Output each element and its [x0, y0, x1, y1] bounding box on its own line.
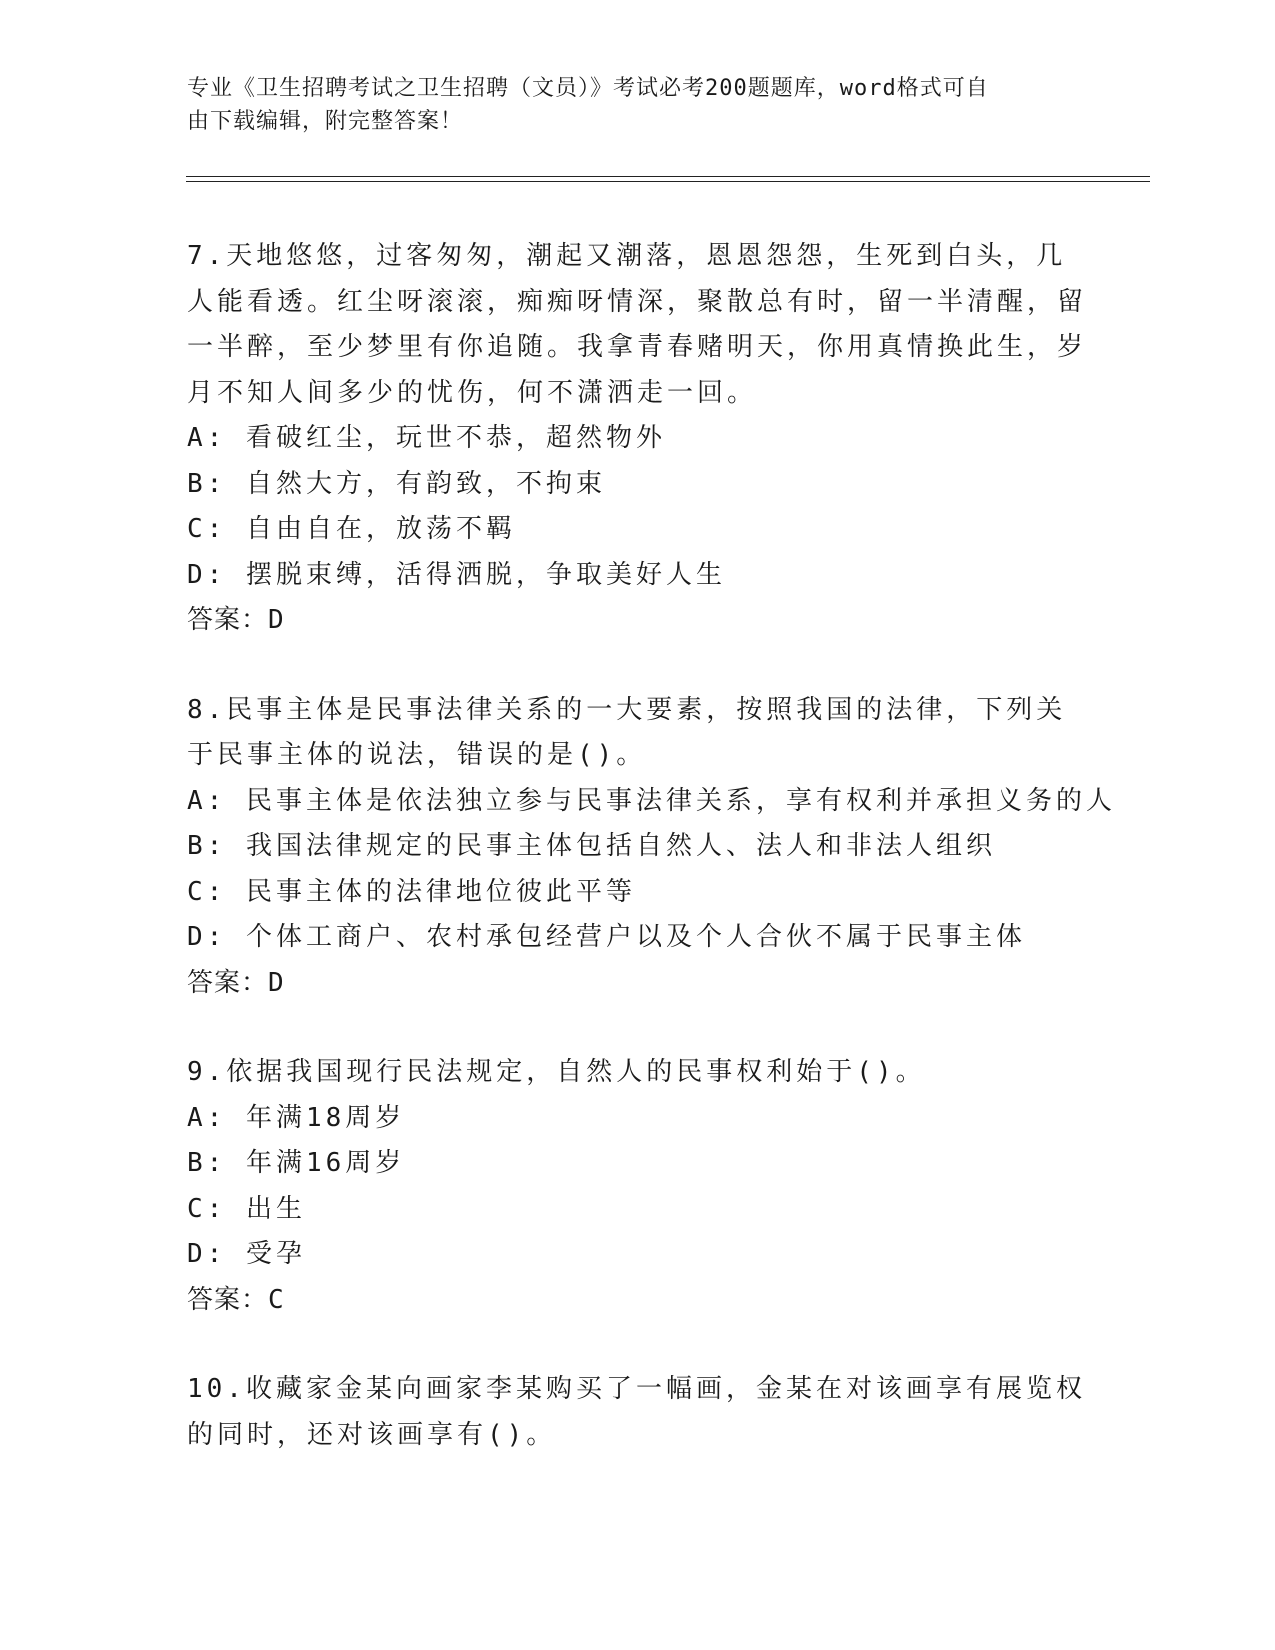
question-stem: 9.依据我国现行民法规定，自然人的民事权利始于()。 [187, 1057, 926, 1087]
question-stem: 7.天地悠悠，过客匆匆，潮起又潮落，恩恩怨怨，生死到白头，几人能看透。红尘呀滚滚，痴痴呀情深，聚散总有时，留一半清醒，留一半醉，至少梦里有你追随。我拿青春赌明天，你用真情换此生，岁月不知人间多少的忧伤，何不潇洒走一回。 [187, 241, 1088, 408]
header-line-1: 专业《卫生招聘考试之卫生招聘（文员）》考试必考200题题库，word格式可自 [187, 76, 989, 101]
answer-line [187, 598, 1087, 644]
question-stem: 8.民事主体是民事法律关系的一大要素，按照我国的法律，下列关于民事主体的说法，错误的是()。 [187, 694, 1067, 770]
option-text: 自然大方，有韵致，不拘束 [245, 468, 606, 499]
option-letter: D: [187, 922, 227, 952]
option-letter: B: [187, 831, 227, 861]
option-letter: A: [187, 1102, 227, 1133]
option-letter: C: [187, 1193, 227, 1224]
option-text: 我国法律规定的民事主体包括自然人、法人和非法人组织 [245, 831, 996, 861]
question-9 [187, 1050, 1087, 1323]
option-d [187, 915, 1087, 961]
option-text: 个体工商户、农村承包经营户以及个人合伙不属于民事主体 [245, 922, 1026, 952]
document-header [187, 72, 1067, 138]
answer-value: C [268, 1284, 288, 1315]
option-c [187, 507, 1087, 553]
option-letter: D: [187, 559, 227, 590]
option-text: 年满18周岁 [245, 1102, 406, 1133]
option-text: 民事主体的法律地位彼此平等 [245, 876, 636, 907]
answer-value: D [268, 967, 288, 998]
answer-line [187, 1278, 1087, 1324]
option-b [187, 462, 1087, 508]
answer-line [187, 961, 1087, 1007]
answer-label: 答案： [187, 1284, 269, 1315]
question-8 [187, 688, 1116, 1007]
option-c [187, 1187, 1087, 1233]
option-text: 看破红尘，玩世不恭，超然物外 [245, 423, 666, 453]
option-text: 自由自在，放荡不羁 [245, 514, 516, 544]
option-a [187, 416, 1087, 462]
option-text: 年满16周岁 [245, 1148, 406, 1178]
option-letter: B: [187, 468, 227, 499]
question-list [187, 234, 1116, 1502]
header-divider-bottom [186, 181, 1150, 182]
option-text: 民事主体是依法独立参与民事法律关系，享有权利并承担义务的人 [245, 785, 1116, 816]
option-text: 摆脱束缚，活得洒脱，争取美好人生 [245, 559, 726, 590]
option-text: 出生 [245, 1193, 306, 1224]
answer-label: 答案： [187, 967, 269, 998]
option-a [187, 1096, 1087, 1142]
option-letter: C: [187, 514, 227, 544]
option-letter: D: [187, 1239, 227, 1269]
option-text: 受孕 [245, 1239, 306, 1269]
option-letter: B: [187, 1148, 227, 1178]
option-letter: C: [187, 876, 227, 907]
option-a [187, 779, 1116, 825]
question-10 [187, 1367, 1087, 1458]
option-b [187, 824, 1087, 870]
answer-value: D [268, 605, 288, 635]
question-stem: 10.收藏家金某向画家李某购买了一幅画，金某在对该画享有展览权的同时，还对该画享有()。 [187, 1374, 1086, 1450]
option-letter: A: [187, 423, 227, 453]
option-c [187, 870, 1087, 916]
option-letter: A: [187, 785, 227, 816]
option-d [187, 553, 1087, 599]
header-divider-top [186, 176, 1150, 177]
option-b [187, 1141, 1087, 1187]
option-d [187, 1232, 1087, 1278]
answer-label: 答案： [187, 605, 269, 635]
header-line-2: 由下载编辑，附完整答案！ [187, 109, 464, 134]
question-7 [187, 234, 1087, 644]
